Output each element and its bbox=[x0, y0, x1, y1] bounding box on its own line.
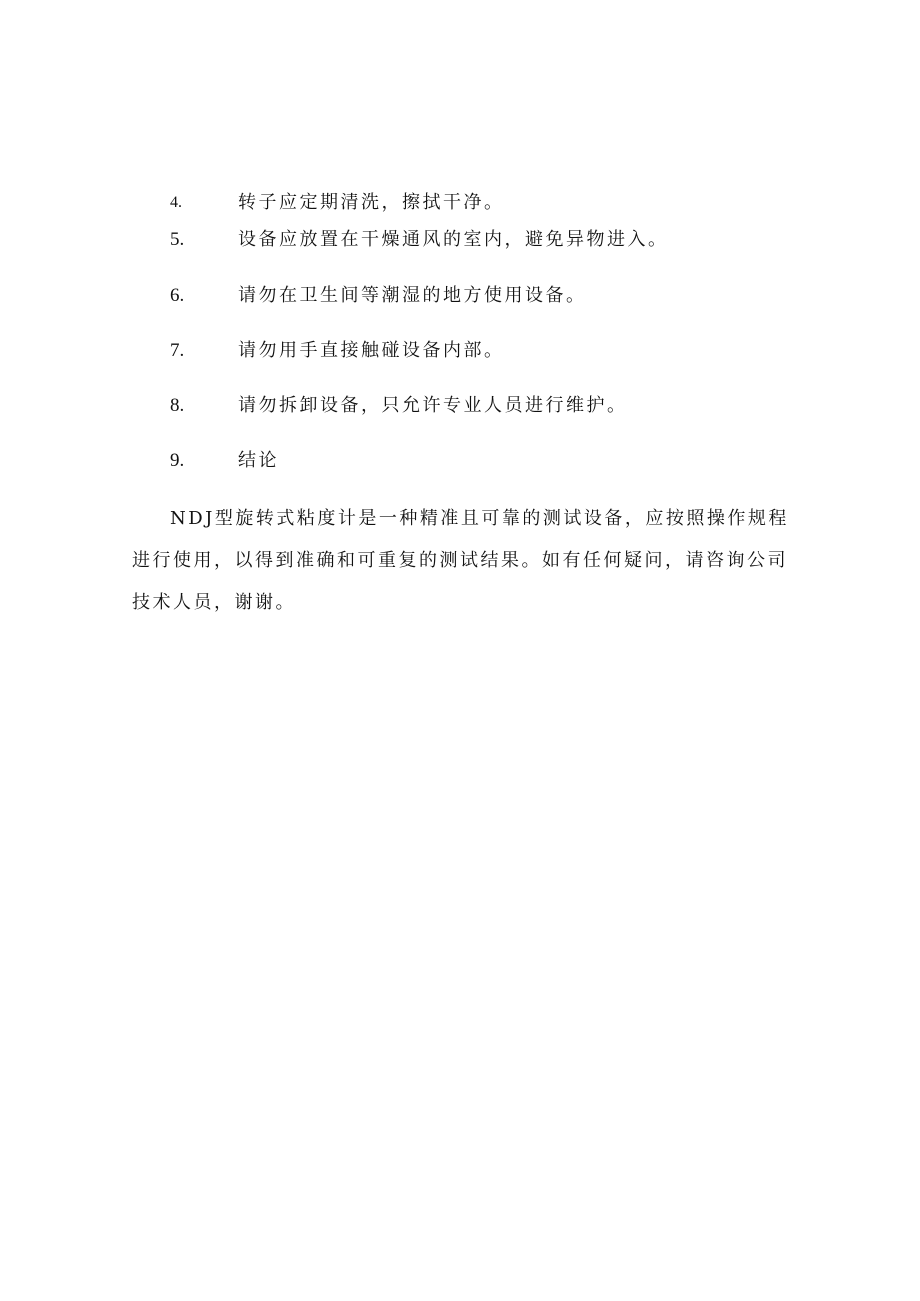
list-number: 8. bbox=[170, 395, 185, 416]
section-heading: 结论 bbox=[238, 450, 279, 471]
list-text: 请勿拆卸设备，只允许专业人员进行维护。 bbox=[238, 395, 628, 416]
list-item-5 bbox=[0, 225, 920, 255]
list-text: 设备应放置在干燥通风的室内，避免异物进入。 bbox=[238, 229, 669, 250]
list-item-9 bbox=[0, 446, 920, 476]
list-item-8 bbox=[0, 391, 920, 421]
list-item-6 bbox=[0, 281, 920, 311]
list-text: 请勿在卫生间等潮湿的地方使用设备。 bbox=[238, 285, 587, 306]
list-item-7 bbox=[0, 336, 920, 366]
list-text: 请勿用手直接触碰设备内部。 bbox=[238, 340, 505, 361]
list-number: 7. bbox=[170, 340, 185, 361]
list-number: 6. bbox=[170, 285, 185, 306]
list-number: 4. bbox=[170, 194, 182, 211]
list-number: 5. bbox=[170, 229, 185, 250]
list-text: 转子应定期清洗，擦拭干净。 bbox=[238, 192, 505, 213]
conclusion-paragraph: NDJ型旋转式粘度计是一种精准且可靠的测试设备，应按照操作规程进行使用，以得到准确和可重复的测试结果。如有任何疑问，请咨询公司技术人员，谢谢。 bbox=[132, 508, 789, 613]
list-number: 9. bbox=[170, 450, 185, 471]
list-item-4 bbox=[0, 188, 920, 218]
